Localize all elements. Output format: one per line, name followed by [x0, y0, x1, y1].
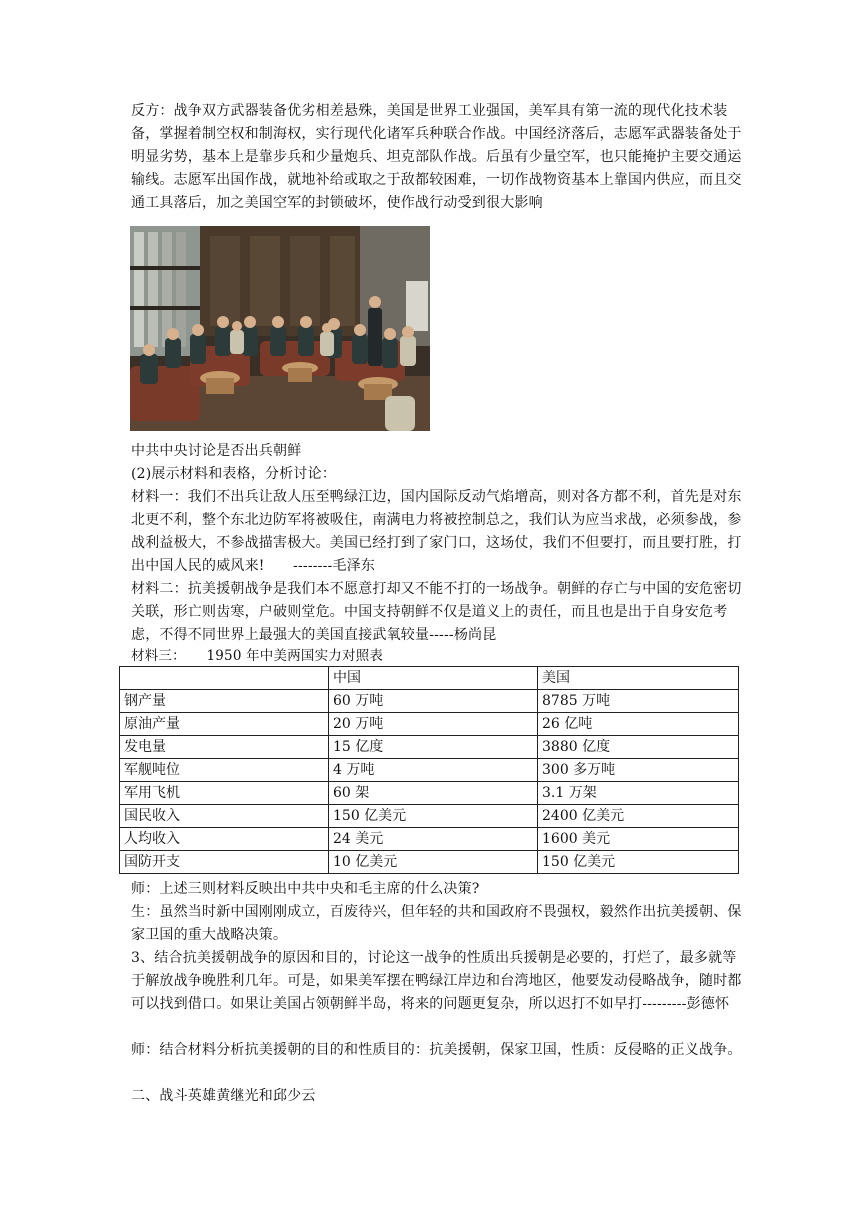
table-header-cell: 中国: [329, 667, 538, 690]
table-row: [120, 713, 739, 736]
comparison-table: [119, 666, 739, 874]
table-cell: 15 亿度: [329, 736, 538, 759]
table-cell: 人均收入: [120, 828, 329, 851]
paragraph-material-one: 材料一：我们不出兵让敌人压至鸭绿江边，国内国际反动气焰增高，则对各方都不利，首先是对东北更不利，整个东北边防军将被吸住，南满电力将被控制总之，我们认为应当求战，必须参战，参战利益极大，不参战描害极大。美国已经打到了家门口，这场仗，我们不但要打，而且要打胜，打出中国人民的威风来! --------毛泽东: [131, 489, 742, 574]
paragraph-discussion-three: 3、结合抗美援朝战争的原因和目的，讨论这一战争的性质出兵援朝是必要的，打烂了，最多就等于解放战争晚胜利几年。可是，如果美军摆在鸭绿江岸边和台湾地区，他要发动侵略战争，随时都可以找到借口。如果让美国占领朝鲜半岛，将来的问题更复杂，所以迟打不如早打---------彭德怀: [131, 950, 742, 1012]
paragraph-material-two: 材料二：抗美援朝战争是我们本不愿意打却又不能不打的一场战争。朝鲜的存亡与中国的安危密切关联，形亡则齿寒，户破则堂危。中国支持朝鲜不仅是道义上的责任，而且也是出于自身安危考虑，不得不同世界上最强大的美国直接武氧较量-----杨尚昆: [131, 581, 742, 643]
table-cell: 60 万吨: [329, 690, 538, 713]
table-row: [120, 782, 739, 805]
table-cell: 2400 亿美元: [538, 805, 739, 828]
table-cell: 国防开支: [120, 851, 329, 874]
table-row: [120, 828, 739, 851]
paragraph-teacher-summary: 师：结合材料分析抗美援朝的目的和性质目的：抗美援朝，保家卫国，性质：反侵略的正义战争。: [131, 1042, 742, 1058]
table-cell: 3.1 万架: [538, 782, 739, 805]
table-row: [120, 805, 739, 828]
paragraph-teacher-question: 师：上述三则材料反映出中共中央和毛主席的什么决策?: [131, 881, 480, 897]
table-cell: 26 亿吨: [538, 713, 739, 736]
table-cell: 8785 万吨: [538, 690, 739, 713]
table-header-cell: 美国: [538, 667, 739, 690]
table-cell: 60 架: [329, 782, 538, 805]
meeting-photo: [130, 226, 430, 431]
table-cell: 10 亿美元: [329, 851, 538, 874]
table-row: [120, 736, 739, 759]
table-cell: 20 万吨: [329, 713, 538, 736]
photo-caption: 中共中央讨论是否出兵朝鲜: [131, 443, 302, 459]
table-cell: 150 亿美元: [329, 805, 538, 828]
table-row: [120, 759, 739, 782]
table-header-cell: [120, 667, 329, 690]
section-heading-heroes: 二、战斗英雄黄继光和邱少云: [131, 1088, 316, 1104]
table-cell: 原油产量: [120, 713, 329, 736]
table-row: [120, 851, 739, 874]
table-cell: 150 亿美元: [538, 851, 739, 874]
table-header-row: [120, 667, 739, 690]
table-cell: 3880 亿度: [538, 736, 739, 759]
paragraph-material-three: 材料三： 1950 年中美两国实力对照表: [131, 648, 384, 664]
table-cell: 国民收入: [120, 805, 329, 828]
table-cell: 24 美元: [329, 828, 538, 851]
paragraph-show-materials: (2)展示材料和表格，分析讨论：: [131, 466, 337, 482]
paragraph-opposing-view: 反方：战争双方武器装备优劣相差悬殊，美国是世界工业强国，美军具有第一流的现代化技术装备，掌握着制空权和制海权，实行现代化诸军兵种联合作战。中国经济落后，志愿军武器装备处于明显劣势，基本上是靠步兵和少量炮兵、坦克部队作战。后虽有少量空军，也只能掩护主要交通运输线。志愿军出国作战，就地补给或取之于敌都较困难，一切作战物资基本上靠国内供应，而且交通工具落后，加之美国空军的封锁破坏，使作战行动受到很大影响: [131, 103, 742, 211]
table-row: [120, 690, 739, 713]
table-cell: 1600 美元: [538, 828, 739, 851]
table-cell: 军用飞机: [120, 782, 329, 805]
table-cell: 300 多万吨: [538, 759, 739, 782]
table-cell: 军舰吨位: [120, 759, 329, 782]
paragraph-student-answer: 生：虽然当时新中国刚刚成立，百废待兴，但年轻的共和国政府不畏强权，毅然作出抗美援朝、保家卫国的重大战略决策。: [131, 904, 742, 943]
table-cell: 钢产量: [120, 690, 329, 713]
table-cell: 4 万吨: [329, 759, 538, 782]
table-cell: 发电量: [120, 736, 329, 759]
